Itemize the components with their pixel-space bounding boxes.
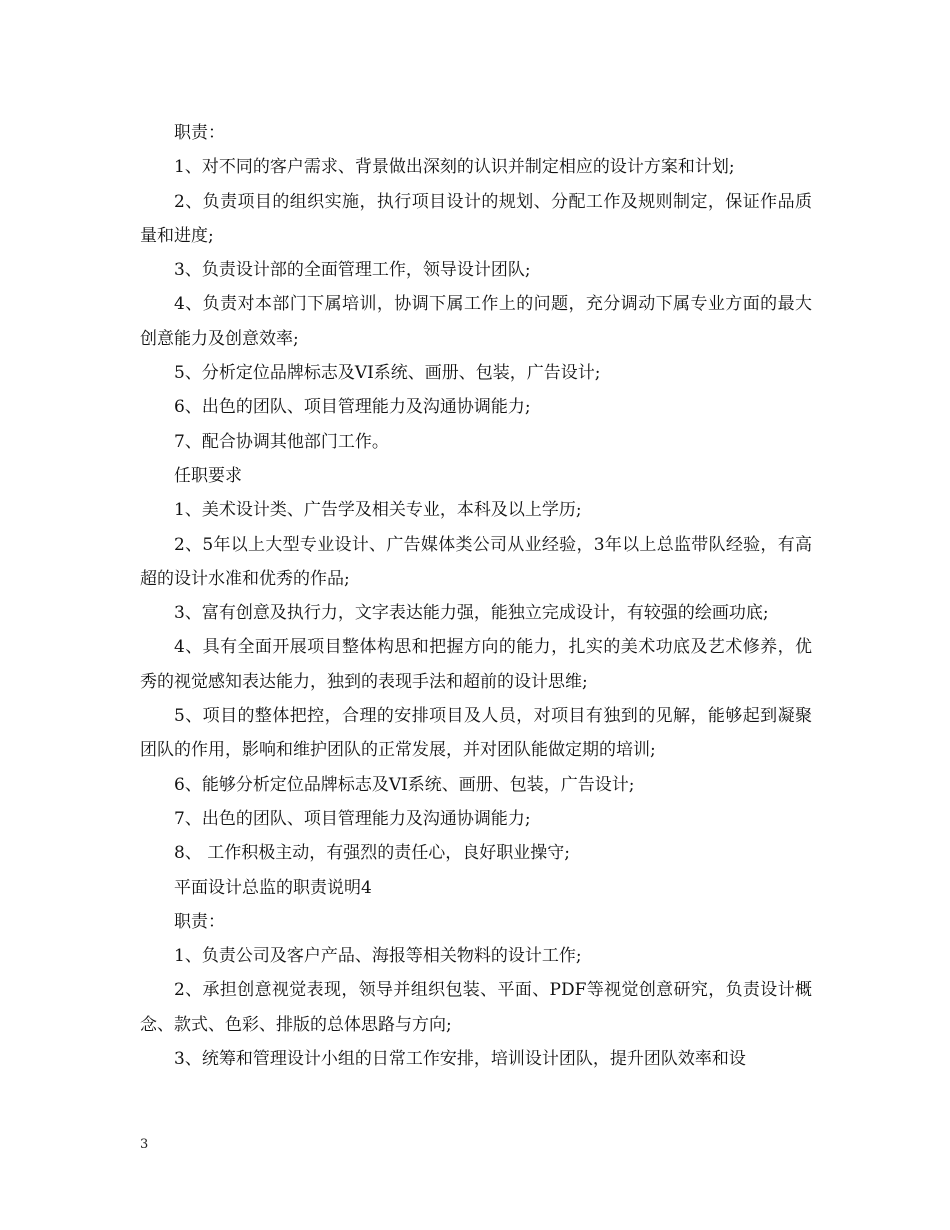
- duty-item: 6、出色的团队、项目管理能力及沟通协调能力;: [174, 397, 531, 418]
- requirement-item: 6、能够分析定位品牌标志及VI系统、画册、包装，广告设计;: [174, 774, 635, 795]
- section-heading-duties: 职责：: [174, 911, 225, 932]
- duty-item: 2、承担创意视觉表现，领导并组织包装、平面、PDF等视觉创意研究，负责设计概念、款式、色彩、排版的总体思路与方向;: [140, 980, 812, 1035]
- duty-item: 1、负责公司及客户产品、海报等相关物料的设计工作;: [174, 946, 582, 967]
- section-heading-duties: 职责：: [174, 123, 225, 143]
- requirement-item: 2、5年以上大型专业设计、广告媒体类公司从业经验，3年以上总监带队经验，有高超的设计水准和优秀的作品;: [140, 534, 812, 589]
- page-number: 3: [140, 1137, 149, 1152]
- requirement-item: 7、出色的团队、项目管理能力及沟通协调能力;: [174, 808, 531, 829]
- duty-item: 3、统筹和管理设计小组的日常工作安排，培训设计团队，提升团队效率和设: [174, 1049, 746, 1070]
- section-heading-requirements: 任职要求: [174, 465, 242, 486]
- document-body: [140, 116, 812, 1076]
- duty-item: 7、配合协调其他部门工作。: [174, 431, 389, 452]
- section-title: 平面设计总监的职责说明4: [174, 877, 372, 898]
- requirement-item: 3、富有创意及执行力，文字表达能力强，能独立完成设计，有较强的绘画功底;: [174, 603, 769, 624]
- duty-item: 5、分析定位品牌标志及VI系统、画册、包装，广告设计;: [174, 363, 601, 384]
- requirement-item: 8、 工作积极主动，有强烈的责任心，良好职业操守;: [174, 843, 570, 864]
- requirement-item: 4、具有全面开展项目整体构思和把握方向的能力，扎实的美术功底及艺术修养，优秀的视觉感知表达能力，独到的表现手法和超前的设计思维;: [140, 637, 812, 692]
- duty-item: 4、负责对本部门下属培训，协调下属工作上的问题，充分调动下属专业方面的最大创意能力及创意效率;: [140, 294, 812, 349]
- requirement-item: 1、美术设计类、广告学及相关专业，本科及以上学历;: [174, 500, 582, 521]
- duty-item: 1、对不同的客户需求、背景做出深刻的认识并制定相应的设计方案和计划;: [174, 157, 735, 178]
- requirement-item: 5、项目的整体把控，合理的安排项目及人员，对项目有独到的见解，能够起到凝聚团队的作用，影响和维护团队的正常发展，并对团队能做定期的培训;: [140, 706, 812, 761]
- duty-item: 2、负责项目的组织实施，执行项目设计的规划、分配工作及规则制定，保证作品质量和进度;: [140, 191, 812, 246]
- duty-item: 3、负责设计部的全面管理工作，领导设计团队;: [174, 260, 531, 281]
